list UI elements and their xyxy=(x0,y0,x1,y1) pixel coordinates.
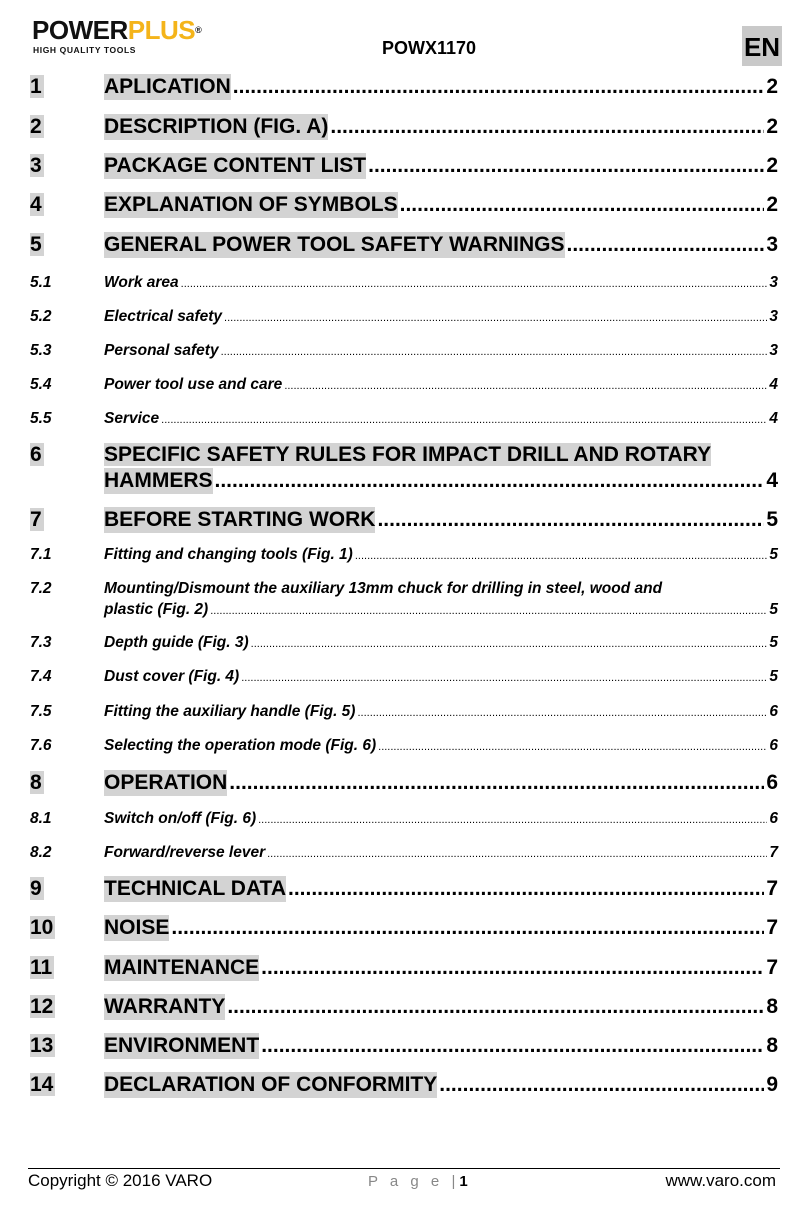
language-badge: EN xyxy=(742,26,782,66)
toc-page: 5 xyxy=(769,546,778,563)
toc-number: 7.6 xyxy=(30,737,52,754)
toc-page: 2 xyxy=(766,193,778,216)
toc-page: 3 xyxy=(769,342,778,359)
toc-title: Electrical safety xyxy=(104,308,223,325)
dot-leader xyxy=(171,915,764,941)
toc-page: 5 xyxy=(769,668,778,685)
page-number: 1 xyxy=(459,1173,468,1190)
dot-leader xyxy=(215,468,765,494)
dot-leader xyxy=(267,844,767,865)
toc-number: 9 xyxy=(30,877,42,900)
page-footer xyxy=(28,1168,780,1209)
dot-leader xyxy=(284,376,767,397)
toc-title: ENVIRONMENT xyxy=(104,1034,260,1057)
website-link[interactable]: www.varo.com xyxy=(665,1171,776,1190)
toc-page: 9 xyxy=(766,1073,778,1096)
toc-title: DESCRIPTION (FIG. A) xyxy=(104,115,329,138)
toc-number: 7.2 xyxy=(30,580,52,597)
toc-number: 7.4 xyxy=(30,668,52,685)
toc-page: 2 xyxy=(766,154,778,177)
dot-leader xyxy=(227,994,764,1020)
dot-leader xyxy=(439,1072,764,1098)
toc-title: PACKAGE CONTENT LIST xyxy=(104,154,367,177)
dot-leader xyxy=(355,546,768,567)
dot-leader xyxy=(377,507,764,533)
powerplus-logo xyxy=(32,17,252,57)
toc-title: Work area xyxy=(104,274,179,291)
toc-title: Power tool use and care xyxy=(104,376,283,393)
toc-number: 14 xyxy=(30,1073,54,1096)
toc-number: 6 xyxy=(30,443,42,466)
toc-page: 6 xyxy=(769,810,778,827)
toc-number: 3 xyxy=(30,154,42,177)
toc-number: 10 xyxy=(30,916,54,939)
toc-number: 5.4 xyxy=(30,376,52,393)
toc-page: 5 xyxy=(766,508,778,531)
toc-page: 5 xyxy=(769,601,778,618)
toc-page: 2 xyxy=(766,75,778,98)
toc-page: 2 xyxy=(766,115,778,138)
dot-leader xyxy=(221,342,768,363)
toc-page: 6 xyxy=(769,703,778,720)
dot-leader xyxy=(233,74,765,100)
toc-title-line1: SPECIFIC SAFETY RULES FOR IMPACT DRILL AND ROTARY xyxy=(104,443,712,466)
page-indicator xyxy=(368,1173,468,1190)
dot-leader xyxy=(161,410,767,431)
toc-number: 11 xyxy=(30,956,53,979)
toc-number: 4 xyxy=(30,193,42,216)
toc-page: 7 xyxy=(766,956,778,979)
toc-title: Switch on/off (Fig. 6) xyxy=(104,810,257,827)
dot-leader xyxy=(400,192,765,218)
toc-page: 4 xyxy=(766,469,778,492)
toc-title: Selecting the operation mode (Fig. 6) xyxy=(104,737,377,754)
dot-leader xyxy=(261,955,764,981)
toc-number: 8.1 xyxy=(30,810,52,827)
logo-tagline: HIGH QUALITY TOOLS xyxy=(33,45,137,55)
toc-page: 3 xyxy=(769,308,778,325)
toc-title: Service xyxy=(104,410,160,427)
dot-leader xyxy=(210,601,767,622)
toc-title: Personal safety xyxy=(104,342,219,359)
toc-number: 5.1 xyxy=(30,274,52,291)
toc-page: 3 xyxy=(769,274,778,291)
toc-title: NOISE xyxy=(104,916,170,939)
page-label: P a g e xyxy=(368,1173,444,1190)
toc-number: 7.3 xyxy=(30,634,52,651)
toc-number: 8 xyxy=(30,771,42,794)
toc-page: 3 xyxy=(766,233,778,256)
toc-title: DECLARATION OF CONFORMITY xyxy=(104,1073,438,1096)
toc-number: 7.5 xyxy=(30,703,52,720)
toc-page: 8 xyxy=(766,1034,778,1057)
dot-leader xyxy=(181,274,768,295)
toc-page: 4 xyxy=(769,376,778,393)
toc-title: Dust cover (Fig. 4) xyxy=(104,668,240,685)
toc-number: 7 xyxy=(30,508,42,531)
toc-number: 12 xyxy=(30,995,54,1018)
toc-title-line1: Mounting/Dismount the auxiliary 13mm chuck for drilling in steel, wood and xyxy=(104,580,663,597)
toc-number: 7.1 xyxy=(30,546,52,563)
logo-wordmark: POWERPLUS® xyxy=(32,15,202,45)
toc-title: APLICATION xyxy=(104,75,231,98)
toc-page: 5 xyxy=(769,634,778,651)
dot-leader xyxy=(224,308,767,329)
dot-leader xyxy=(378,737,767,758)
toc-number: 5 xyxy=(30,233,42,256)
dot-leader xyxy=(258,810,767,831)
toc-page: 6 xyxy=(766,771,778,794)
dot-leader xyxy=(288,876,764,902)
toc-title: Depth guide (Fig. 3) xyxy=(104,634,249,651)
toc-number: 5.2 xyxy=(30,308,52,325)
dot-leader xyxy=(261,1033,764,1059)
toc-number: 13 xyxy=(30,1034,54,1057)
toc-title: Fitting the auxiliary handle (Fig. 5) xyxy=(104,703,356,720)
toc-page: 7 xyxy=(769,844,778,861)
dot-leader xyxy=(229,770,764,796)
dot-leader xyxy=(567,232,765,258)
page-separator: | xyxy=(451,1173,460,1190)
dot-leader xyxy=(368,153,764,179)
toc-title: Fitting and changing tools (Fig. 1) xyxy=(104,546,353,563)
dot-leader xyxy=(241,668,767,689)
toc-number: 1 xyxy=(30,75,42,98)
toc-page: 8 xyxy=(766,995,778,1018)
toc-title: EXPLANATION OF SYMBOLS xyxy=(104,193,398,216)
page-header xyxy=(0,0,808,70)
model-number: POWX1170 xyxy=(382,38,477,58)
toc-number: 5.5 xyxy=(30,410,52,427)
dot-leader xyxy=(251,634,768,655)
dot-leader xyxy=(330,114,764,140)
toc-title: MAINTENANCE xyxy=(104,956,260,979)
toc-title: TECHNICAL DATA xyxy=(104,877,286,900)
toc-number: 2 xyxy=(30,115,42,138)
toc-title: Forward/reverse lever xyxy=(104,844,266,861)
toc-title: GENERAL POWER TOOL SAFETY WARNINGS xyxy=(104,233,565,256)
toc-page: 4 xyxy=(769,410,778,427)
toc-page: 7 xyxy=(766,916,778,939)
toc-title-line2: plastic (Fig. 2) xyxy=(104,601,209,618)
toc-page: 6 xyxy=(769,737,778,754)
toc-number: 8.2 xyxy=(30,844,52,861)
toc-title: BEFORE STARTING WORK xyxy=(104,508,376,531)
toc-title: OPERATION xyxy=(104,771,228,794)
toc-number: 5.3 xyxy=(30,342,52,359)
copyright-text: Copyright © 2016 VARO xyxy=(28,1171,213,1190)
dot-leader xyxy=(357,703,767,724)
toc-page: 7 xyxy=(766,877,778,900)
toc-title: WARRANTY xyxy=(104,995,226,1018)
toc-title-line2: HAMMERS xyxy=(104,469,213,492)
